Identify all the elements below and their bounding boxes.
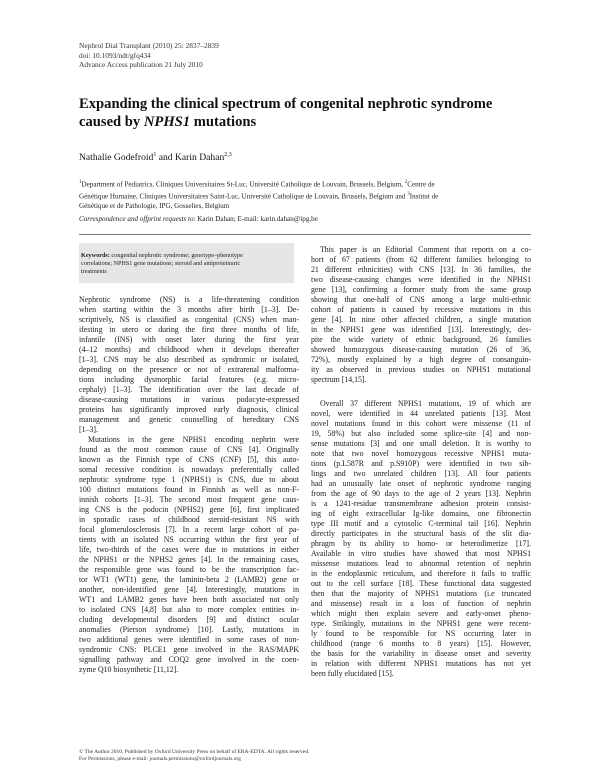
text-line: type. Strikingly, mutations in the NPHS1 gene were recent- <box>311 619 531 628</box>
text-line: syndromic CNS: PLCE1 gene involved in the RAS/MAPK <box>79 645 299 654</box>
author-2-sup: 2,3 <box>224 152 232 158</box>
text-line: zyme Q10 biosynthetic [11,12]. <box>79 665 179 674</box>
text-line: cluding developmental disorders [9] and distinct ocular <box>79 615 299 624</box>
affil-sup-1: 1 <box>79 180 82 185</box>
text-line: then that the majority of NPHS1 mutations (i.e truncated <box>311 589 531 598</box>
text-line: gene [13], confirming a former study from the same group <box>311 285 531 294</box>
text-line: tions (p.L587R and p.S910P) were identified in two sib- <box>311 459 531 468</box>
copyright-line: © The Author 2010. Published by Oxford University Press on behalf of ERA-EDTA. All rights reserved. <box>79 749 310 755</box>
text-line: tor WT1 (WT1) gene, the laminin-beta 2 (LAMB2) gene or <box>79 575 299 584</box>
text-line: [1–3]. CNS may be also described as syndromic or isolated, <box>79 355 299 364</box>
text-line: known as the Finnish type of CNS (CNF) [5], this auto- <box>79 455 299 464</box>
journal-header <box>79 41 219 70</box>
text-line: the responsible gene was found to be the transcription fac- <box>79 565 299 574</box>
journal-citation: Nephrol Dial Transplant (2010) 25: 2837–2839 <box>79 41 219 50</box>
text-line: 100 distinct mutations found in Finnish as well as non-F- <box>79 485 299 494</box>
text-line: in the NPHS1 gene was identified [13]. Interestingly, des- <box>311 325 531 334</box>
keywords-line: correlations; NPHS1 gene mutations; steroid and antiproteinuric <box>81 259 241 267</box>
text-line: disease-causing mutations in various podocyte-expressed <box>79 395 299 404</box>
text-line: depending on the presence or not of extrarenal malforma- <box>79 365 299 374</box>
correspondence-text: : Karin Dahan; E-mail: karin.dahan@ipg.be <box>193 215 318 223</box>
text-line: hort of 67 patients (from 62 different families belonging to <box>311 255 531 264</box>
keywords-line: congenital nephrotic syndrome; genotype–phenotype <box>111 252 243 259</box>
keywords <box>81 252 291 275</box>
article-title <box>79 96 519 131</box>
title-prefix: caused by <box>79 113 144 130</box>
author-2: Karin Dahan <box>174 152 225 164</box>
text-line: showed homozygous disease-causing mutation (26 of 36, <box>311 345 531 354</box>
text-line: ly found to be responsible for NS occurring later in <box>311 629 531 638</box>
text-line: spectrum [14,15]. <box>311 375 367 384</box>
text-line: nephrotic syndrome type 1 (NPHS1) is CNS, due to about <box>79 475 299 484</box>
text-line: in relation with different NPHS1 mutations has not yet <box>311 659 531 668</box>
text-line: two additional genes were identified in some cases of non- <box>79 635 299 644</box>
author-1-sup: 1 <box>153 152 157 158</box>
affil-2: Centre de <box>407 180 435 189</box>
text-line: ity as observed in previous studies on NPHS1 mutational <box>311 365 531 374</box>
correspondence-label: Correspondence and offprint requests to <box>79 215 194 223</box>
keywords-label: Keywords: <box>81 252 110 259</box>
keywords-line: treatments <box>81 267 107 275</box>
text-line: found as the most common cause of CNS [4]. Originally <box>79 445 299 454</box>
text-line: novel, were identified in 44 unrelated patients [13]. Most <box>311 409 531 418</box>
text-line: in the endoplasmic reticulum, and therefore it fails to traffic <box>311 569 531 578</box>
text-line: the NPHS1 or the NPHS2 genes [4]. In the remaining cases, <box>79 555 299 564</box>
text-line: novel mutations found in this cohort were missense (11 of <box>311 419 531 428</box>
text-line: pite the wide variety of ethnic background, 26 families <box>311 335 531 344</box>
text-line: childhood (range 6 months to 8 years) [15]. However, <box>311 639 531 648</box>
text-line: tients with an isolated NS occurring within the first year of <box>79 535 299 544</box>
text-line: out to the cell surface [18]. These functional data suggested <box>311 579 531 588</box>
text-line: sense mutations [3] and one small deletion. It is worthy to <box>311 439 531 448</box>
title-suffix: mutations <box>190 113 257 130</box>
text-line: ing CNS is the podocin (NPHS2) gene [6], first implicated <box>79 505 299 514</box>
text-line: two disease-causing changes were identified in the NPHS1 <box>311 275 531 284</box>
text-line: directly participates in the structural basis of the slit dia- <box>311 529 531 538</box>
text-line: 72%), mostly explained by a high degree of consanguin- <box>311 355 531 364</box>
affil-sup-3: 3 <box>407 191 410 197</box>
column-left <box>79 295 299 675</box>
text-line: showing that one-half of CNS among a large multi-ethnic <box>311 295 531 304</box>
paragraph-intro <box>79 295 299 435</box>
title-gene: NPHS1 <box>143 113 191 130</box>
text-line: This paper is an Editorial Comment that reports on a co- <box>320 245 531 254</box>
text-line: management and genetic counselling of hereditary CNS <box>79 415 299 424</box>
column-right-bottom <box>311 399 531 679</box>
text-line: gene [4]. In nine other affected children, a single mutation <box>311 315 531 324</box>
text-line: type III motif and a cytosolic C-terminal tail [16]. Nephrin <box>311 519 531 528</box>
text-line: Nephrotic syndrome (NS) is a life-threatening condition <box>79 295 299 304</box>
text-line: life, two-thirds of the cases were due to mutations in either <box>79 545 299 554</box>
text-line: which might then explain severe and early-onset pheno- <box>311 609 531 618</box>
title-line-2 <box>79 114 519 132</box>
text-line: ing of eight extracellular Ig-like domains, one fibronectin <box>311 509 531 518</box>
column-right-top <box>311 245 531 385</box>
text-line: (4–12 months) and childhood when it develops thereafter <box>79 345 299 354</box>
author-1: Nathalie Godefroid <box>79 152 154 164</box>
text-line: tions including dysmorphic facial features (e.g. micro- <box>79 375 299 384</box>
text-line: from the age of 90 days to the age of 2 years [13]. Nephrin <box>311 489 531 498</box>
author-and: and <box>156 152 175 164</box>
text-line: when starting within the 3 months after birth [1–3]. De- <box>79 305 299 314</box>
text-line: ifesting in utero or during the first three months of life, <box>79 325 299 334</box>
header-divider <box>79 234 531 235</box>
permissions-line: For Permissions, please e-mail: journals.permissions@oxfordjournals.org <box>79 756 241 763</box>
paragraph-novel-mutations <box>311 399 531 679</box>
text-line: in sporadic cases of childhood steroid-resistant NS with <box>79 515 299 524</box>
text-line: is a 1241-residue transmembrane adhesion protein consist- <box>311 499 531 508</box>
correspondence <box>79 215 531 225</box>
text-line: Overall 37 different NPHS1 mutations, 19 of which are <box>320 399 531 408</box>
access-date: Advance Access publication 21 July 2010 <box>79 60 203 70</box>
text-line: innish cohorts [1–3]. The second most frequent gene caus- <box>79 495 299 504</box>
text-line: missense mutations lead to abnormal retention of nephrin <box>311 559 531 568</box>
text-line: cephaly) [1–3]. The identification over the last decade of <box>79 385 299 394</box>
text-line: note that two novel homozygous recessive NPHS1 muta- <box>311 449 531 458</box>
copyright-footer <box>79 749 309 763</box>
affiliations <box>79 178 531 212</box>
text-line: been fully elucidated [15]. <box>311 669 394 678</box>
text-line: [1–3]. <box>79 425 98 434</box>
text-line: Mutations in the gene NPHS1 encoding nephrin were <box>88 435 299 444</box>
text-line: and missense) result in a loss of function of nephrin <box>311 599 531 608</box>
text-line: cohort of patients is caused by recessive mutations in this <box>311 305 531 314</box>
text-line: the basis for the variability in disease onset and severity <box>311 649 531 658</box>
paragraph-editorial <box>311 245 531 385</box>
text-line: lings and two unrelated children [13]. All four patients <box>311 469 531 478</box>
author-list <box>79 152 232 163</box>
affil-3: Institut de <box>409 192 439 201</box>
text-line: 21 different ethnicities) with CNS [13]. In 36 families, the <box>311 265 531 274</box>
text-line: phragm by its ability to homo- or heterodimerize [17]. <box>311 539 531 548</box>
text-line: Available in vitro studies have showed that most NPHS1 <box>311 549 531 558</box>
text-line: focal glomerulosclerosis [7]. In a recent large cohort of pa- <box>79 525 299 534</box>
text-line: somal recessive condition is nowadays preferentially called <box>79 465 299 474</box>
text-line: 19, 58%) but also included some splice-site [4] and non- <box>311 429 531 438</box>
text-line: scriptively, NS is classified as congenital (CNS) when man- <box>79 315 299 324</box>
paragraph-mutations <box>79 435 299 675</box>
text-line: had an unusually late onset of nephrotic syndrome ranging <box>311 479 531 488</box>
title-line-1: Expanding the clinical spectrum of congenital nephrotic syndrome <box>79 96 493 112</box>
affil-sup-2: 2 <box>404 180 408 185</box>
text-line: to isolated CNS [4,8] but also to more complex entities in- <box>79 605 299 614</box>
affil-1: Department of Pediatrics, Cliniques Universitaires St-Luc, Université Catholique de Louvain, Brussels, Belgium, <box>81 180 405 189</box>
text-line: infantile (INS) with onset later during the first year <box>79 335 299 344</box>
affil-3b: Génétique et de Pathologie, IPG, Gosselies, Belgium <box>79 201 230 210</box>
doi: doi: 10.1093/ndt/gfq434 <box>79 50 151 60</box>
text-line: WT1 and LAMB2 genes have been both associated not only <box>79 595 299 604</box>
affil-2b: Génétique Humaine, Cliniques Universitaires Saint-Luc, Université Catholique de Louvain, Brussels, Belgium and <box>79 192 408 201</box>
text-line: signalling pathway and COQ2 gene involved in the coen- <box>79 655 299 664</box>
text-line: anomalies (Pierson syndrome) [10]. Lastly, mutations in <box>79 625 299 634</box>
text-line: another, non-identified gene [4]. Interestingly, mutations in <box>79 585 299 594</box>
text-line: proteins has significantly improved early diagnosis, clinical <box>79 405 299 414</box>
